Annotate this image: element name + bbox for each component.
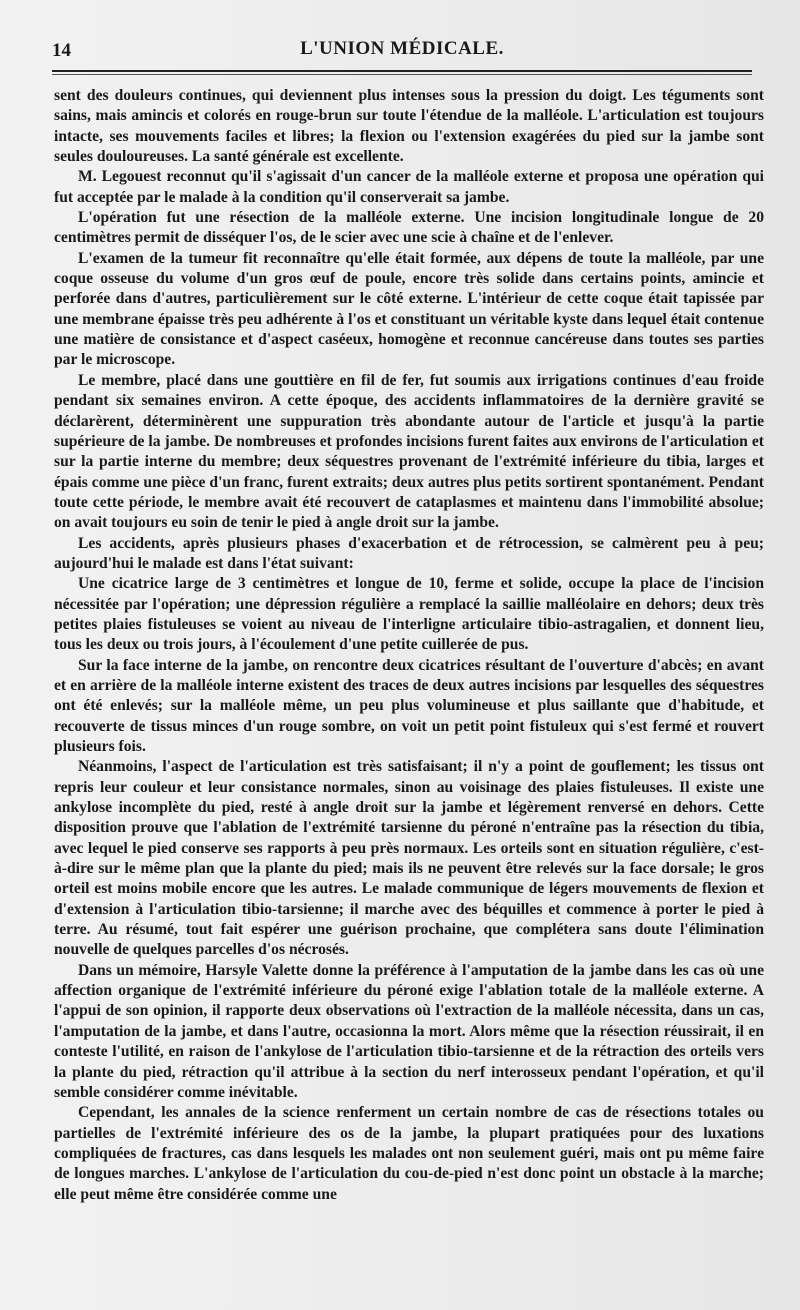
- article-body: [54, 86, 764, 1205]
- paragraph: M. Legouest reconnut qu'il s'agissait d'un cancer de la malléole externe et proposa une opération qui fut acceptée par le malade à la condition qu'il conserverait sa jambe.: [54, 168, 764, 206]
- paragraph: L'examen de la tumeur fit reconnaître qu'elle était formée, aux dépens de toute la malléole, par une coque osseuse du volume d'un gros œuf de poule, encore très solide dans certains points, amincie et perforée dans d'autres, particulièrement sur le côté externe. L'intérieur de cette coque était tapissée par une membrane épaisse très peu adhérente à l'os et constituant un véritable kyste dans lequel était contenue une matière de consistance et d'aspect caséeux, homogène et reconnue cancéreuse dans toutes ses parties par le microscope.: [54, 249, 764, 369]
- header-rule-thin: [52, 74, 752, 75]
- paragraph: Dans un mémoire, Harsyle Valette donne la préférence à l'amputation de la jambe dans les cas où une affection organique de l'extrémité inférieure du péroné exige l'ablation totale de la malléole externe. A l'appui de son opinion, il rapporte deux observations où l'extraction de la malléole nécessita, dans un cas, l'amputation de la jambe, et dans l'autre, occasionna la mort. Alors même que la résection réussirait, il en conteste l'utilité, en raison de l'ankylose de l'articulation tibio-tarsienne et de la rétraction des orteils vers la plante du pied, rétraction qu'il attribue à la section du nerf interosseux pendant l'opération, et qu'il semble considérer comme inévitable.: [54, 961, 764, 1101]
- page-number: 14: [52, 40, 71, 61]
- header-rule: [52, 70, 752, 72]
- paragraph: L'opération fut une résection de la malléole externe. Une incision longitudinale longue de 20 centimètres permit de disséquer l'os, de le scier avec une scie à chaîne et de l'enlever.: [54, 209, 764, 247]
- paragraph: Les accidents, après plusieurs phases d'exacerbation et de rétrocession, se calmèrent peu à peu; aujourd'hui le malade est dans l'état suivant:: [54, 534, 764, 572]
- paragraph: Le membre, placé dans une gouttière en fil de fer, fut soumis aux irrigations continues d'eau froide pendant six semaines environ. A cette époque, des accidents inflammatoires de la dernière gravité se déclarèrent, déterminèrent une suppuration très abondante autour de l'article et jusqu'à la partie supérieure de la jambe. De nombreuses et profondes incisions furent faites aux environs de l'articulation et sur la partie interne du membre; deux séquestres provenant de l'extrémité inférieure du tibia, larges et épais comme une pièce d'un franc, furent extraits; deux autres plus petits sortirent spontanément. Pendant toute cette période, le membre avait été recouvert de cataplasmes et maintenu dans l'immobilité absolue; on avait toujours eu soin de tenir le pied à angle droit sur la jambe.: [54, 371, 764, 532]
- paragraph: Cependant, les annales de la science renferment un certain nombre de cas de résections totales ou partielles de l'extrémité inférieure des os de la jambe, la plupart pratiquées pour des luxations compliquées de fractures, cas dans lesquels les malades ont non seulement guéri, mais ont pu même faire de longues marches. L'ankylose de l'articulation du cou-de-pied n'est donc point un obstacle à la marche; elle peut même être considérée comme une: [54, 1104, 764, 1203]
- paragraph: Une cicatrice large de 3 centimètres et longue de 10, ferme et solide, occupe la place de l'incision nécessitée par l'opération; une dépression régulière a remplacé la saillie malléolaire en dehors; deux très petites plaies fistuleuses se voient au niveau de l'interligne articulaire tibio-astragalien, et donnent lieu, tous les deux ou trois jours, à l'écoulement d'une petite cuillerée de pus.: [54, 575, 764, 654]
- paragraph: sent des douleurs continues, qui deviennent plus intenses sous la pression du doigt. Les téguments sont sains, mais amincis et colorés en rouge-brun sur toute l'étendue de la malléole. L'articulation est toujours intacte, ses mouvements faciles et libres; la flexion ou l'extension exagérées du pied sur la jambe sont seules douloureuses. La santé générale est excellente.: [54, 87, 764, 166]
- paragraph: Néanmoins, l'aspect de l'articulation est très satisfaisant; il n'y a point de gouflement; les tissus ont repris leur couleur et leur consistance normales, sinon au voisinage des plaies fistuleuses. Il existe une ankylose incomplète du pied, resté à angle droit sur la jambe et légèrement renversé en dehors. Cette disposition prouve que l'ablation de l'extrémité tarsienne du péroné n'entraîne pas la résection du tibia, avec lequel le pied conserve ses rapports à peu près normaux. Les orteils sont en situation régulière, c'est-à-dire sur le même plan que la plante du pied; mais ils ne peuvent être relevés sur la face dorsale; le gros orteil est moins mobile encore que les autres. Le malade communique de légers mouvements de flexion et d'extension à l'articulation tibio-tarsienne; il marche avec des béquilles et commence à porter le pied à terre. Au résumé, tout fait espérer une guérison prochaine, que complétera sans doute l'élimination nouvelle de quelques parcelles d'os nécrosés.: [54, 758, 764, 959]
- page-header: [52, 34, 752, 74]
- running-title: L'UNION MÉDICALE.: [300, 38, 504, 59]
- paragraph: Sur la face interne de la jambe, on rencontre deux cicatrices résultant de l'ouverture d'abcès; en avant et en arrière de la malléole interne existent des traces de deux autres incisions par lesquelles des séquestres ont été enlevés; sur la malléole même, un peu plus volumineuse et plus saillante que d'habitude, et recouverte de tissus minces d'un rouge sombre, on voit un petit point fistuleux qui s'est fermé et rouvert plusieurs fois.: [54, 656, 764, 755]
